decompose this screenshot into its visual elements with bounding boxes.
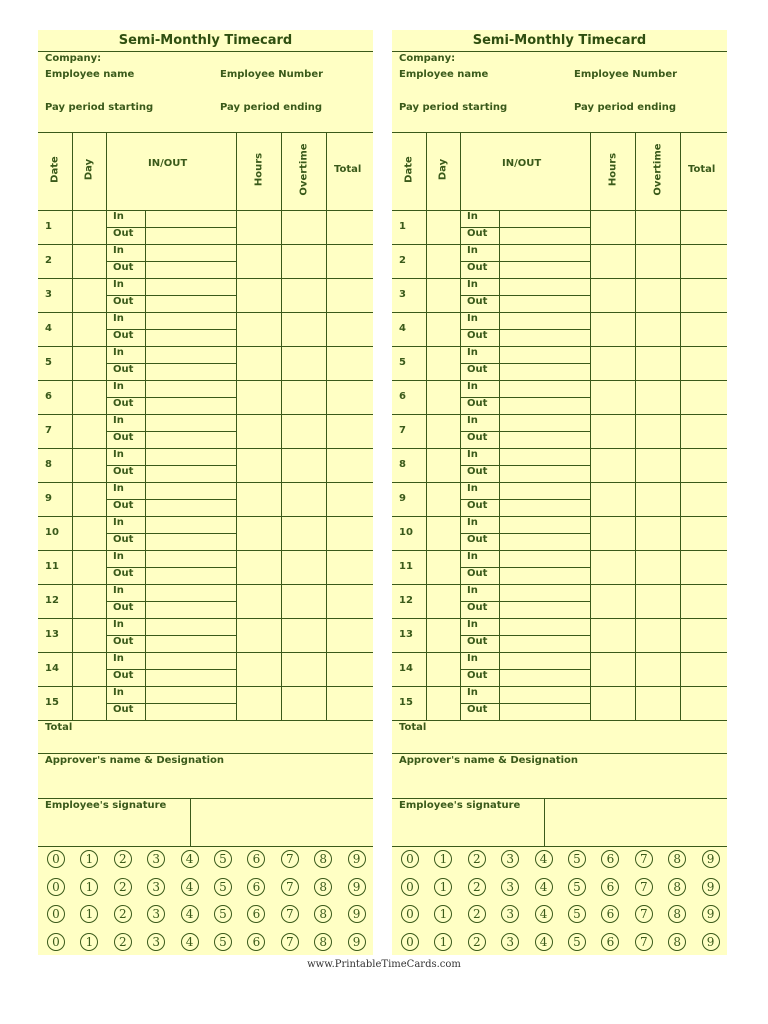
employee-number-label: Employee Number <box>220 69 324 80</box>
digit-bubble[interactable]: 8 <box>314 933 332 951</box>
date-number: 11 <box>399 561 413 572</box>
out-label: Out <box>113 330 134 341</box>
date-number: 9 <box>399 493 406 504</box>
in-label: In <box>113 483 124 494</box>
date-number: 6 <box>45 391 52 402</box>
date-number: 12 <box>45 595 59 606</box>
digit-bubble[interactable]: 1 <box>434 850 452 868</box>
in-label: In <box>467 653 478 664</box>
digit-bubble[interactable]: 8 <box>314 878 332 896</box>
col-header-date: Date <box>403 156 415 183</box>
in-label: In <box>113 585 124 596</box>
digit-bubble[interactable]: 8 <box>314 850 332 868</box>
digit-bubble[interactable]: 7 <box>281 850 299 868</box>
digit-bubble[interactable]: 5 <box>214 933 232 951</box>
column-divider <box>72 132 73 720</box>
col-header-hours: Hours <box>253 152 265 187</box>
column-divider <box>106 132 107 720</box>
digit-bubble[interactable]: 4 <box>535 905 553 923</box>
row-border <box>392 414 727 415</box>
date-number: 4 <box>399 323 406 334</box>
digit-bubble[interactable]: 5 <box>214 905 232 923</box>
total-bottom-border <box>392 753 727 754</box>
out-label: Out <box>467 228 488 239</box>
column-divider <box>426 132 427 720</box>
in-label: In <box>467 585 478 596</box>
row-border <box>38 448 373 449</box>
digit-bubble[interactable]: 0 <box>401 850 419 868</box>
col-header-overtime: Overtime <box>652 143 664 196</box>
in-label: In <box>113 449 124 460</box>
in-label: In <box>113 415 124 426</box>
pay-period-start-label: Pay period starting <box>45 102 154 113</box>
out-label: Out <box>467 636 488 647</box>
pay-period-end-label: Pay period ending <box>574 102 677 113</box>
out-label: Out <box>113 228 134 239</box>
digit-bubble[interactable]: 6 <box>601 933 619 951</box>
date-number: 14 <box>399 663 413 674</box>
digit-bubble[interactable]: 7 <box>635 933 653 951</box>
digit-bubble[interactable]: 9 <box>348 850 366 868</box>
out-label: Out <box>113 636 134 647</box>
row-border <box>392 482 727 483</box>
signature-label: Employee's signature <box>45 800 167 811</box>
in-label: In <box>467 313 478 324</box>
row-border <box>392 584 727 585</box>
in-label: In <box>113 211 124 222</box>
in-label: In <box>467 381 478 392</box>
date-number: 14 <box>45 663 59 674</box>
digit-bubble[interactable]: 2 <box>114 905 132 923</box>
row-border <box>392 618 727 619</box>
in-label: In <box>467 347 478 358</box>
row-border <box>392 380 727 381</box>
digit-bubble[interactable]: 2 <box>114 878 132 896</box>
pay-period-end-label: Pay period ending <box>220 102 323 113</box>
row-border <box>392 720 727 721</box>
digit-bubble[interactable]: 2 <box>114 850 132 868</box>
row-border <box>392 278 727 279</box>
in-label: In <box>113 653 124 664</box>
digit-bubble[interactable]: 8 <box>668 933 686 951</box>
digit-bubble[interactable]: 3 <box>501 850 519 868</box>
in-label: In <box>113 551 124 562</box>
column-divider <box>680 132 681 720</box>
in-label: In <box>467 687 478 698</box>
timecard-left <box>38 30 373 955</box>
digit-bubble[interactable]: 4 <box>535 878 553 896</box>
date-number: 13 <box>399 629 413 640</box>
digit-bubble[interactable]: 1 <box>80 905 98 923</box>
timecard-title: Semi-Monthly Timecard <box>392 30 727 52</box>
digit-bubble[interactable]: 6 <box>247 933 265 951</box>
row-border <box>392 550 727 551</box>
date-number: 2 <box>399 255 406 266</box>
company-label: Company: <box>399 53 456 64</box>
header-bottom-border <box>392 210 727 211</box>
employee-name-label: Employee name <box>399 69 489 80</box>
total-label: Total <box>45 722 73 733</box>
company-label: Company: <box>45 53 102 64</box>
digit-bubble[interactable]: 0 <box>401 905 419 923</box>
digit-bubble[interactable]: 5 <box>568 878 586 896</box>
in-label: In <box>113 381 124 392</box>
digit-bubble[interactable]: 9 <box>348 878 366 896</box>
approver-bottom-border <box>392 798 727 799</box>
row-border <box>392 516 727 517</box>
in-label: In <box>467 245 478 256</box>
digit-bubble[interactable]: 6 <box>247 850 265 868</box>
date-number: 15 <box>45 697 59 708</box>
row-border <box>38 482 373 483</box>
digit-bubble[interactable]: 0 <box>401 878 419 896</box>
date-number: 8 <box>399 459 406 470</box>
date-number: 9 <box>45 493 52 504</box>
digit-bubble[interactable]: 8 <box>668 905 686 923</box>
column-divider <box>281 132 282 720</box>
signature-label: Employee's signature <box>399 800 521 811</box>
digit-bubble[interactable]: 3 <box>501 878 519 896</box>
out-label: Out <box>113 432 134 443</box>
out-label: Out <box>467 432 488 443</box>
row-border <box>392 244 727 245</box>
in-label: In <box>467 619 478 630</box>
total-bottom-border <box>38 753 373 754</box>
digit-bubble[interactable]: 5 <box>214 878 232 896</box>
column-divider <box>460 132 461 720</box>
digit-bubble[interactable]: 6 <box>247 878 265 896</box>
col-header-hours: Hours <box>607 152 619 187</box>
row-border <box>38 618 373 619</box>
pay-period-start-label: Pay period starting <box>399 102 508 113</box>
approver-label: Approver's name & Designation <box>45 755 225 766</box>
digit-bubble[interactable]: 4 <box>181 905 199 923</box>
digit-bubble[interactable]: 8 <box>314 905 332 923</box>
date-number: 5 <box>45 357 52 368</box>
digit-bubble[interactable]: 6 <box>601 850 619 868</box>
in-label: In <box>467 449 478 460</box>
digit-bubble[interactable]: 7 <box>635 850 653 868</box>
digit-bubble[interactable]: 3 <box>147 933 165 951</box>
digit-bubble[interactable]: 7 <box>635 905 653 923</box>
digit-bubble[interactable]: 5 <box>568 850 586 868</box>
date-number: 10 <box>399 527 413 538</box>
out-label: Out <box>467 330 488 341</box>
digit-bubble[interactable]: 2 <box>468 878 486 896</box>
total-label: Total <box>399 722 427 733</box>
digit-bubble[interactable]: 0 <box>401 933 419 951</box>
timecard-right <box>392 30 727 955</box>
col-header-total: Total <box>688 164 716 175</box>
row-border <box>38 516 373 517</box>
col-header-day: Day <box>437 158 449 181</box>
out-label: Out <box>113 398 134 409</box>
digit-bubble[interactable]: 8 <box>668 850 686 868</box>
signature-bottom-border <box>38 846 373 847</box>
out-label: Out <box>113 262 134 273</box>
date-number: 3 <box>399 289 406 300</box>
row-border <box>38 720 373 721</box>
digit-bubble[interactable]: 9 <box>702 905 720 923</box>
row-border <box>392 312 727 313</box>
digit-bubble[interactable]: 4 <box>181 850 199 868</box>
out-label: Out <box>113 364 134 375</box>
employee-name-label: Employee name <box>45 69 135 80</box>
digit-bubble[interactable]: 3 <box>501 933 519 951</box>
digit-bubble[interactable]: 2 <box>468 933 486 951</box>
digit-bubble[interactable]: 0 <box>47 850 65 868</box>
digit-bubble[interactable]: 5 <box>568 933 586 951</box>
date-number: 8 <box>45 459 52 470</box>
out-label: Out <box>467 602 488 613</box>
col-header-inout: IN/OUT <box>148 158 188 169</box>
in-label: In <box>113 687 124 698</box>
column-divider <box>635 132 636 720</box>
approver-bottom-border <box>38 798 373 799</box>
digit-bubble[interactable]: 9 <box>702 933 720 951</box>
digit-bubble[interactable]: 6 <box>601 878 619 896</box>
digit-bubble[interactable]: 9 <box>702 850 720 868</box>
row-border <box>38 686 373 687</box>
date-number: 1 <box>45 221 52 232</box>
approver-label: Approver's name & Designation <box>399 755 579 766</box>
row-border <box>38 244 373 245</box>
table-top-border <box>38 132 373 133</box>
digit-bubble[interactable]: 9 <box>348 905 366 923</box>
signature-divider <box>544 798 545 846</box>
out-label: Out <box>467 568 488 579</box>
digit-bubble[interactable]: 4 <box>535 850 553 868</box>
date-number: 12 <box>399 595 413 606</box>
digit-bubble[interactable]: 1 <box>80 850 98 868</box>
digit-bubble[interactable]: 1 <box>80 878 98 896</box>
timecard-title: Semi-Monthly Timecard <box>38 30 373 52</box>
digit-bubble[interactable]: 5 <box>568 905 586 923</box>
out-label: Out <box>113 704 134 715</box>
digit-bubble[interactable]: 4 <box>181 933 199 951</box>
in-label: In <box>467 483 478 494</box>
out-label: Out <box>113 500 134 511</box>
out-label: Out <box>467 704 488 715</box>
header-bottom-border <box>38 210 373 211</box>
row-border <box>38 312 373 313</box>
date-number: 13 <box>45 629 59 640</box>
column-divider <box>236 132 237 720</box>
digit-bubble[interactable]: 7 <box>281 905 299 923</box>
row-border <box>392 346 727 347</box>
in-label: In <box>113 347 124 358</box>
digit-bubble[interactable]: 0 <box>47 933 65 951</box>
in-label: In <box>467 551 478 562</box>
date-number: 4 <box>45 323 52 334</box>
digit-bubble[interactable]: 2 <box>114 933 132 951</box>
out-label: Out <box>113 602 134 613</box>
digit-bubble[interactable]: 7 <box>281 933 299 951</box>
employee-number-label: Employee Number <box>574 69 678 80</box>
digit-bubble[interactable]: 0 <box>47 905 65 923</box>
out-label: Out <box>113 568 134 579</box>
row-border <box>392 652 727 653</box>
row-border <box>38 584 373 585</box>
date-number: 3 <box>45 289 52 300</box>
out-label: Out <box>113 296 134 307</box>
column-divider <box>590 132 591 720</box>
in-label: In <box>467 415 478 426</box>
out-label: Out <box>467 262 488 273</box>
row-border <box>38 414 373 415</box>
digit-bubble[interactable]: 3 <box>147 850 165 868</box>
digit-bubble[interactable]: 3 <box>501 905 519 923</box>
footer-url: www.PrintableTimeCards.com <box>307 959 461 970</box>
digit-bubble[interactable]: 3 <box>147 878 165 896</box>
out-label: Out <box>467 296 488 307</box>
in-label: In <box>467 211 478 222</box>
date-number: 15 <box>399 697 413 708</box>
out-label: Out <box>467 534 488 545</box>
digit-bubble[interactable]: 1 <box>434 878 452 896</box>
in-label: In <box>467 517 478 528</box>
out-label: Out <box>113 670 134 681</box>
row-border <box>392 686 727 687</box>
in-label: In <box>113 313 124 324</box>
date-number: 5 <box>399 357 406 368</box>
row-border <box>38 346 373 347</box>
digit-bubble[interactable]: 1 <box>434 933 452 951</box>
out-label: Out <box>467 500 488 511</box>
digit-bubble[interactable]: 1 <box>80 933 98 951</box>
in-label: In <box>113 279 124 290</box>
digit-bubble[interactable]: 2 <box>468 905 486 923</box>
digit-bubble[interactable]: 3 <box>147 905 165 923</box>
out-label: Out <box>467 466 488 477</box>
digit-bubble[interactable]: 9 <box>702 878 720 896</box>
digit-bubble[interactable]: 0 <box>47 878 65 896</box>
row-border <box>38 550 373 551</box>
date-number: 11 <box>45 561 59 572</box>
date-number: 7 <box>399 425 406 436</box>
digit-bubble[interactable]: 6 <box>247 905 265 923</box>
in-label: In <box>113 245 124 256</box>
digit-bubble[interactable]: 8 <box>668 878 686 896</box>
in-label: In <box>113 619 124 630</box>
digit-bubble[interactable]: 7 <box>281 878 299 896</box>
col-header-day: Day <box>83 158 95 181</box>
in-label: In <box>467 279 478 290</box>
date-number: 2 <box>45 255 52 266</box>
col-header-overtime: Overtime <box>298 143 310 196</box>
table-top-border <box>392 132 727 133</box>
date-number: 10 <box>45 527 59 538</box>
signature-divider <box>190 798 191 846</box>
digit-bubble[interactable]: 2 <box>468 850 486 868</box>
digit-bubble[interactable]: 5 <box>214 850 232 868</box>
date-number: 6 <box>399 391 406 402</box>
digit-bubble[interactable]: 9 <box>348 933 366 951</box>
date-number: 7 <box>45 425 52 436</box>
out-label: Out <box>467 364 488 375</box>
digit-bubble[interactable]: 7 <box>635 878 653 896</box>
in-label: In <box>113 517 124 528</box>
col-header-date: Date <box>49 156 61 183</box>
row-border <box>392 448 727 449</box>
digit-bubble[interactable]: 4 <box>535 933 553 951</box>
signature-bottom-border <box>392 846 727 847</box>
row-border <box>38 652 373 653</box>
column-divider <box>326 132 327 720</box>
out-label: Out <box>467 398 488 409</box>
out-label: Out <box>467 670 488 681</box>
out-label: Out <box>113 466 134 477</box>
out-label: Out <box>113 534 134 545</box>
digit-bubble[interactable]: 1 <box>434 905 452 923</box>
date-number: 1 <box>399 221 406 232</box>
digit-bubble[interactable]: 6 <box>601 905 619 923</box>
digit-bubble[interactable]: 4 <box>181 878 199 896</box>
col-header-total: Total <box>334 164 362 175</box>
row-border <box>38 278 373 279</box>
col-header-inout: IN/OUT <box>502 158 542 169</box>
row-border <box>38 380 373 381</box>
